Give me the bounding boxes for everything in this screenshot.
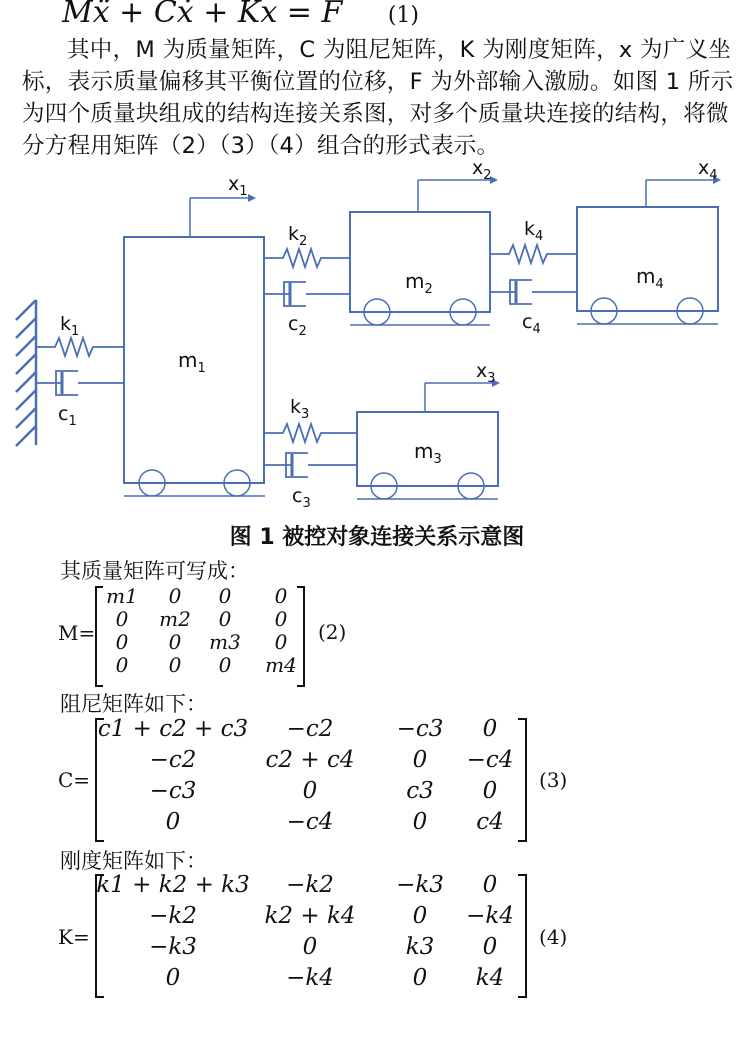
- damping-cell-r3-c3: c3: [406, 778, 434, 804]
- stiffness-cell-r3-c1: −k3: [149, 934, 197, 960]
- damping-cell-r3-c2: 0: [302, 778, 318, 804]
- mass-cell-r1-c4: 0: [274, 584, 288, 608]
- equation-1-number: (1): [387, 3, 420, 28]
- label-x2: $x_2$: [472, 160, 492, 183]
- label-c1: $c_1$: [58, 403, 77, 429]
- stiffness-right-bracket: [518, 874, 527, 998]
- damping-cell-r2-c3: 0: [412, 747, 428, 773]
- stiffness-cell-r3-c3: k3: [405, 934, 435, 960]
- stiffness-cell-r4-c3: 0: [412, 965, 428, 991]
- stiffness-cell-r2-c1: −k2: [149, 903, 197, 929]
- mass-cell-r2-c4: 0: [274, 607, 288, 631]
- stiffness-cell-r2-c4: −k4: [466, 903, 514, 929]
- stiffness-cell-r1-c2: −k2: [286, 872, 334, 898]
- mass-cell-r1-c3: 0: [218, 584, 232, 608]
- mass-block-m4: [577, 207, 718, 311]
- mass-cell-r2-c3: 0: [218, 607, 232, 631]
- stiffness-cell-r1-c4: 0: [482, 872, 498, 898]
- label-x3: $x_3$: [476, 360, 496, 386]
- spring-k3: [264, 424, 357, 442]
- stiffness-cell-r4-c4: k4: [475, 965, 505, 991]
- mass-left-bracket: [95, 586, 103, 687]
- spring-k2: [264, 249, 350, 267]
- damping-matrix-name: C=: [58, 768, 91, 792]
- label-m4: $m_4$: [636, 264, 664, 292]
- mass-matrix-number: (2): [318, 620, 347, 644]
- mass-cell-r3-c4: 0: [274, 630, 288, 654]
- mass-cell-r3-c1: 0: [115, 630, 129, 654]
- mass-block-m2: [350, 212, 490, 312]
- damping-cell-r1-c4: 0: [482, 716, 498, 742]
- damping-cell-r2-c1: −c2: [149, 747, 197, 773]
- mass-cell-r1-c1: m1: [106, 584, 138, 608]
- mass-matrix-intro: 其质量矩阵可写成：: [60, 559, 249, 583]
- stiffness-cell-r3-c4: 0: [482, 934, 498, 960]
- label-c4: $c_4$: [522, 311, 541, 337]
- mass-cell-r4-c3: 0: [218, 653, 232, 677]
- label-k4: $k_4$: [524, 218, 544, 244]
- stiffness-cell-r4-c1: 0: [165, 965, 181, 991]
- mass-right-bracket: [297, 586, 305, 687]
- stiffness-matrix-intro: 刚度矩阵如下：: [60, 849, 207, 873]
- damping-matrix-number: (3): [539, 768, 568, 792]
- spring-k1: [36, 338, 124, 356]
- damping-cell-r3-c4: 0: [482, 778, 498, 804]
- damper-c4: [490, 280, 577, 304]
- mass-cell-r2-c1: 0: [115, 607, 129, 631]
- damping-cell-r4-c4: c4: [476, 809, 504, 835]
- stiffness-cell-r2-c3: 0: [412, 903, 428, 929]
- damping-cell-r2-c4: −c4: [466, 747, 514, 773]
- damping-cell-r4-c1: 0: [165, 809, 181, 835]
- damping-cell-r4-c3: 0: [412, 809, 428, 835]
- mass-cell-r4-c1: 0: [115, 653, 129, 677]
- label-c2: $c_2$: [288, 313, 307, 339]
- wall-fixed-support: [16, 300, 36, 446]
- damping-cell-r1-c3: −c3: [396, 716, 444, 742]
- damping-cell-r3-c1: −c3: [149, 778, 197, 804]
- equation-1: [62, 0, 419, 33]
- mass-cell-r4-c4: m4: [265, 653, 297, 677]
- label-c3: $c_3$: [292, 485, 311, 511]
- label-m2: $m_2$: [405, 269, 433, 297]
- damping-right-bracket: [518, 718, 527, 842]
- stiffness-cell-r1-c3: −k3: [396, 872, 444, 898]
- damping-cell-r1-c1: c1 + c2 + c3: [97, 716, 249, 742]
- mass-cell-r3-c2: 0: [168, 630, 182, 654]
- damping-cell-r1-c2: −c2: [286, 716, 334, 742]
- mass-cell-r3-c3: m3: [209, 630, 241, 654]
- stiffness-cell-r1-c1: k1 + k2 + k3: [96, 872, 250, 898]
- label-m1: $m_1$: [178, 348, 206, 376]
- mass-cell-r4-c2: 0: [168, 653, 182, 677]
- label-k2: $k_2$: [288, 223, 308, 249]
- spring-k4: [490, 245, 577, 263]
- damper-c3: [264, 453, 357, 477]
- mass-cell-r1-c2: 0: [168, 584, 182, 608]
- damping-matrix-intro: 阻尼矩阵如下：: [60, 692, 207, 716]
- equation-1-expression: Mẍ + Cẋ + Kx = F: [62, 0, 343, 30]
- stiffness-cell-r4-c2: −k4: [286, 965, 334, 991]
- stiffness-matrix-name: K=: [58, 925, 90, 949]
- damper-c2: [264, 282, 350, 306]
- label-x4: $x_4$: [698, 160, 718, 183]
- label-k3: $k_3$: [290, 396, 310, 422]
- stiffness-cell-r2-c2: k2 + k4: [264, 903, 356, 929]
- mass-matrix-name: M=: [58, 621, 96, 645]
- damping-cell-r4-c2: −c4: [286, 809, 334, 835]
- label-m3: $m_3$: [414, 439, 442, 467]
- body-paragraph: 其中，M 为质量矩阵，C 为阻尼矩阵，K 为刚度矩阵，x 为广义坐标，表示质量偏移其平衡位置的位移，F 为外部输入激励。如图 1 所示为四个质量块组成的结构连接关系图，对多个质量块连接的结构，将微分方程用矩阵（2）（3）（4）组合的形式表示。: [22, 37, 734, 159]
- stiffness-matrix-number: (4): [539, 925, 568, 949]
- mass-cell-r2-c2: m2: [159, 607, 191, 631]
- stiffness-cell-r3-c2: 0: [302, 934, 318, 960]
- label-x1: $x_1$: [228, 173, 248, 199]
- damping-cell-r2-c2: c2 + c4: [265, 747, 355, 773]
- label-k1: $k_1$: [60, 313, 80, 339]
- figure-1-diagram: [0, 160, 754, 520]
- damper-c1: [36, 371, 124, 395]
- figure-1-caption: 图 1 被控对象连接关系示意图: [229, 525, 525, 550]
- displacement-arrow-x1: [190, 194, 256, 237]
